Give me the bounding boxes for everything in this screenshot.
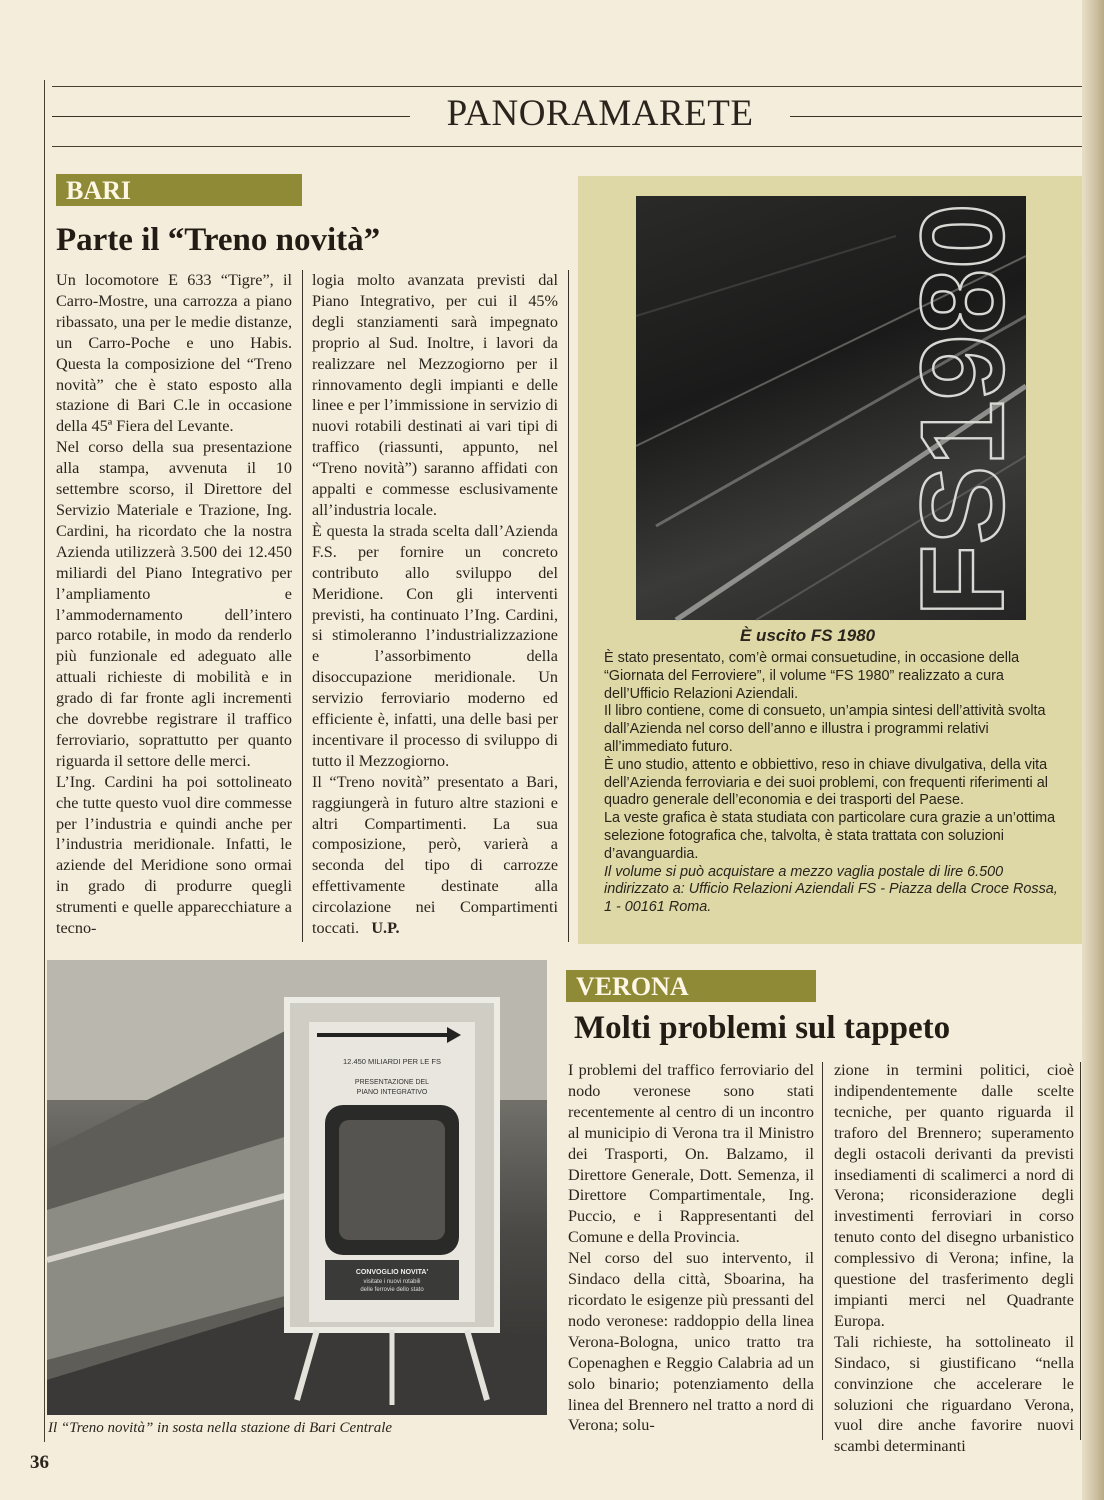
header-line-right [790,116,1082,117]
section-header [52,88,1082,140]
page-edge [1082,0,1104,1500]
train-photo-caption: Il “Treno novità” in sosta nella stazione di Bari Centrale [48,1420,393,1436]
fs1980-cover-lettering [897,203,1030,617]
section-title: PANORAMARETE [446,93,754,134]
sign-line-3: PIANO INTEGRATIVO [356,1089,428,1096]
bari-col2-paragraph: logia molto avanzata previsti dal Piano Integrativo, per cui il 45% degli stanziamenti sarà impegnato proprio al Sud. Inoltre, i lavori da realizzare nel Mezzogiorno per il rinnovamento degli impianti e delle linee e per l’immissione in servizio di nuovi rotabili destinati ai vari tipi di traffico (riassunti, appunto, nel “Treno novità”) saranno affidati con appalti e commesse esclusivamente all’industria locale. [312,271,558,519]
header-top-rule [52,86,1082,87]
fs1980-paragraph: Il libro contiene, come di consueto, un’ampia sintesi dell’attività svolta dall’Azienda nel corso dell’anno e illustra i programmi relativi all’immediato futuro. [604,703,1046,755]
train-photo-illustration [47,960,547,1415]
left-margin-rule [44,80,45,1442]
verona-col2-paragraph: Tali richieste, ha sottolineato il Sindaco, si giustificano “nella convinzione che accelerare le soluzioni che riguardano Verona, vuol dire anche favorire nuovi scambi determinanti [834,1332,1074,1456]
sign-bottom-2: visitate i nuovi rotabili [363,1279,421,1285]
sign-line-1: 12.450 MILIARDI PER LE FS [343,1057,441,1066]
bari-tag: BARI [56,174,302,206]
fs1980-title: È uscito FS 1980 [740,626,876,645]
train-photo [47,960,547,1415]
fs1980-paragraph: È uno studio, attento e obbiettivo, reso in chiave divulgativa, della vita dell’Azienda ferroviaria e dei suoi problemi, con frequenti riferimenti al quadro generale dell’economia e dei trasporti del Paese. [604,756,1048,809]
verona-headline: Molti problemi sul tappeto [574,1010,951,1046]
bari-col2-last: Il “Treno novità” presentato a Bari, raggiungerà in futuro altre stazioni e altri Compartimenti. La sua composizione, però, varierà a seconda del tipo di carrozze effettivamente destinate alla circolazione nei Compartimenti toccati. [312,772,558,938]
verona-column-1 [568,1060,814,1436]
verona-column-separator [822,1062,823,1440]
bari-column-1 [56,270,292,939]
sign-bottom-3: delle ferrovie dello stato [360,1287,424,1293]
verona-col1-paragraph: Nel corso del suo intervento, il Sindaco della città, Sboarina, ha ricordato le esigenze più pressanti del nodo veronese: raddoppio della linea Verona-Bologna, unico tratto tra Copenaghen e Reggio Calabria ad un solo binario; potenziamento della linea del Brennero nel tratto a nord di Verona; solu- [568,1249,814,1435]
fs1980-paragraph: La veste grafica è stata studiata con particolare cura grazie a un’ottima selezione fotografica che, talvolta, è stata trattata con soluzioni d’avanguardia. [604,810,1056,862]
bari-col2-paragraph [312,772,558,939]
bari-column-separator [302,270,303,942]
fs1980-purchase-note: Il volume si può acquistare a mezzo vaglia postale di lire 6.500 indirizzato a: Ufficio Relazioni Aziendali FS - Piazza della Croce Rossa, 1 - 00161 Roma. [604,863,1058,916]
sign-line-2: PRESENTAZIONE DEL [354,1079,430,1086]
verona-col2-paragraph: zione in termini politici, cioè indipendentemente dalle scelte tecniche, per quanto riguarda il traforo del Brennero; superamento degli ostacoli derivanti da previsti insediamenti di scalimerci a nord di Verona; riconsiderazione degli investimenti ferroviari in corso tenuto conto del disegno urbanistico complessivo di Verona; infine, la questione del trasferimento degli impianti merci nel Quadrante Europa. [834,1061,1074,1330]
bari-right-rule [568,270,569,942]
bari-signature: U.P. [371,919,400,938]
sign-bottom-1: CONVOGLIO NOVITA' [355,1269,429,1276]
verona-col1-paragraph: I problemi del traffico ferroviario del nodo veronese sono stati recentemente al centro di un incontro al municipio di Verona tra il Ministro dei Trasporti, On. Balzamo, il Direttore Generale, Dott. Semenza, il Direttore Compartimentale, Ing. Puccio, e i Rappresentanti del Comune e della Provincia. [568,1061,814,1247]
verona-column-2 [834,1060,1074,1457]
verona-right-rule [1080,1062,1081,1440]
fs1980-body [604,650,1058,917]
verona-tag: VERONA [566,970,816,1002]
bari-col1-paragraph: L’Ing. Cardini ha poi sottolineato che tutte questo vuol dire commesse per l’industria e quindi anche per l’industria meridionale. Infatti, le aziende del Meridione sono ormai in grado di produrre quegli strumenti e quelle apparecchiature a tecno- [56,772,292,938]
header-line-left [52,116,410,117]
page-number: 36 [30,1452,49,1473]
bari-col2-paragraph: È questa la strada scelta dall’Azienda F.S. per fornire un concreto contributo allo sviluppo del Meridione. Con gli interventi previsti, ha continuato l’Ing. Cardini, si stimoleranno l’industrializzazione e l’assorbimento della disoccupazione meridionale. Un servizio ferroviario moderno ed efficiente è, infatti, una delle basi per incentivare il processo di sviluppo di tutto il Mezzogiorno. [312,521,558,770]
bari-col1-paragraph: Nel corso della sua presentazione alla stampa, avvenuta il 10 settembre scorso, il Direttore del Servizio Materiale e Trazione, Ing. Cardini, ha ricordato che la nostra Azienda utilizzerà 3.500 dei 12.450 miliardi del Piano Integrativo per l’ampliamento e l’ammodernamento dell’intero parco rotabile, in modo da renderlo più funzionale ed adeguato alle attuali richieste di mobilità e in grado di far fronte agli incrementi che dovrebbe registrare il traffico ferroviario, soprattutto per quanto riguarda il settore delle merci. [56,438,292,770]
bari-col1-paragraph: Un locomotore E 633 “Tigre”, il Carro-Mostre, una carrozza a piano ribassato, una per le medie distanze, un Carro-Poche e uno Habis. Questa la composizione del “Treno novità” che è stato esposto alla stazione di Bari C.le in occasione della 45ª Fiera del Levante. [56,271,292,436]
fs1980-cover-text: FS1980 [897,203,1030,617]
bari-column-2 [312,270,558,939]
bari-headline: Parte il “Treno novità” [56,222,381,258]
header-bottom-rule [52,146,1082,147]
fs1980-paragraph: È stato presentato, com’è ormai consuetudine, in occasione della “Giornata del Ferroviere”, il volume “FS 1980” realizzato a cura dell’Ufficio Relazioni Aziendali. [604,650,1020,702]
